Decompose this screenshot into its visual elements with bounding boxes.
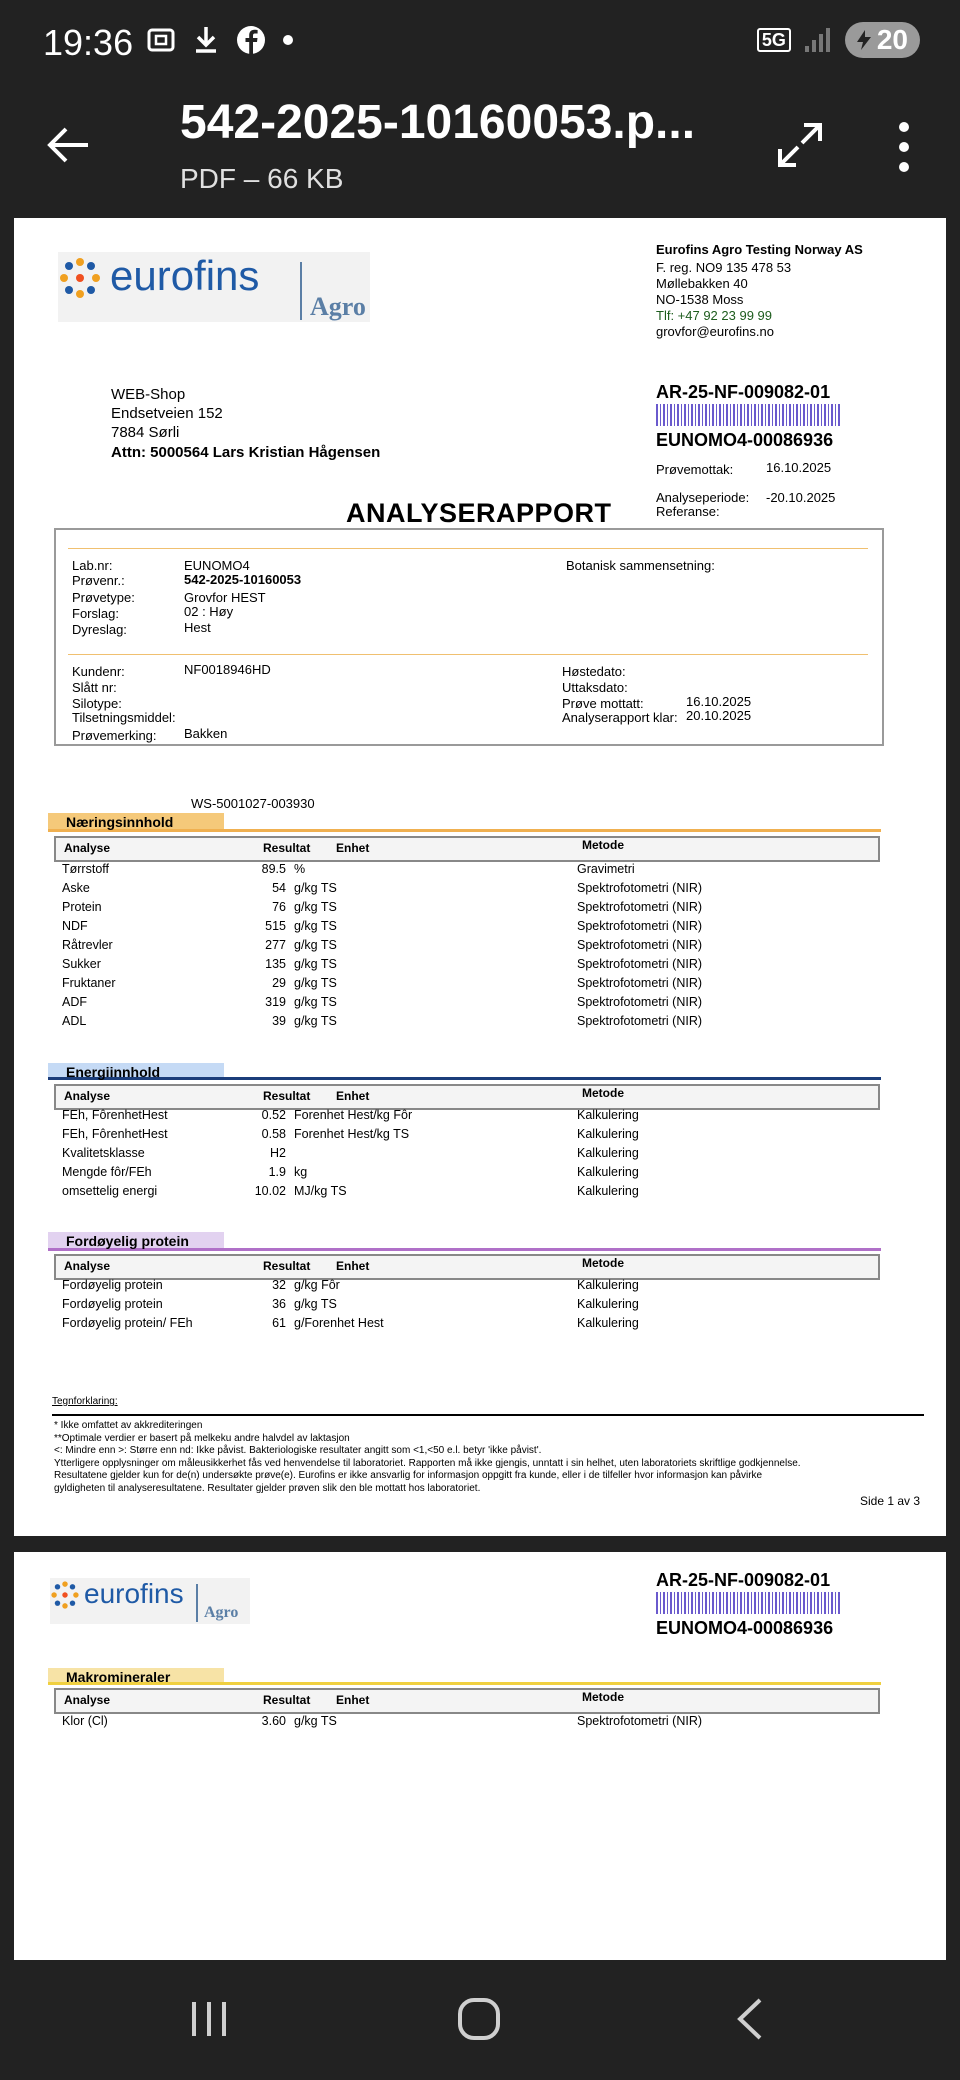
cell-enhet: Forenhet Hest/kg Fôr [294,1108,413,1122]
provetype-value: Grovfor HEST [184,590,266,605]
cell-analyse: Aske [62,881,90,895]
footnote-line: Resultatene gjelder kun for de(n) undersøkte prøve(e). Eurofins er ikke ansvarlig for informasjon oppgitt fra kunde, eller i de tilfeller hvor informasjon kan påvirke [54,1470,763,1481]
cell-resultat: 61 [272,1316,286,1330]
cell-enhet: g/kg TS [294,976,337,990]
cell-resultat: 1.9 [268,1165,286,1179]
cell-resultat: 89.5 [261,862,286,876]
table-header-makro [54,1688,880,1714]
cell-resultat: 0.52 [261,1108,286,1122]
col-resultat: Resultat [263,1259,311,1273]
logo-agro: Agro [204,1604,239,1621]
table-row [54,1278,876,1296]
cell-enhet: g/kg TS [294,919,337,933]
forslag-label: Forslag: [72,606,119,621]
back-arrow-icon[interactable] [40,115,100,175]
dyreslag-label: Dyreslag: [72,622,127,637]
table-row [54,1316,876,1334]
cell-analyse: ADF [62,995,87,1009]
cell-metode: Spektrofotometri (NIR) [577,957,703,971]
hostedato-label: Høstedato: [562,664,626,679]
status-time: 19:36 [43,22,134,63]
merking-label: Prøvemerking: [72,728,157,743]
sample-code: EUNOMO4-00086936 [656,1618,834,1638]
klar-label: Analyserapport klar: [562,710,678,725]
customer-postal: 7884 Sørli [111,424,180,441]
charging-icon [855,29,873,51]
company-name: Eurofins Agro Testing Norway AS [656,242,863,257]
cell-analyse: Fordøyelig protein [62,1278,163,1292]
company-street: Møllebakken 40 [656,276,748,291]
klar-value: 20.10.2025 [686,708,752,723]
cell-resultat: 135 [265,957,286,971]
cell-enhet: MJ/kg TS [294,1184,347,1198]
cell-analyse: Protein [62,900,102,914]
mottatt-value: 16.10.2025 [686,694,752,709]
col-analyse: Analyse [64,1259,111,1273]
forslag-value: 02 : Høy [184,604,234,619]
table-header-energi [54,1084,880,1110]
dot-icon [281,33,295,47]
cell-metode: Kalkulering [577,1297,639,1311]
section-title-makro: Makromineraler [66,1669,171,1685]
col-analyse: Analyse [64,841,111,855]
table-row [54,1297,876,1315]
section-line-makro [48,1682,881,1685]
cell-metode: Spektrofotometri (NIR) [577,938,703,952]
period-label: Analyseperiode: [656,490,750,505]
table-row [54,1184,876,1202]
signal-icon [803,26,833,54]
dyreslag-value: Hest [184,620,211,635]
eurofins-logo-small [50,1578,250,1624]
table-row [54,881,876,899]
info-divider-top [68,548,868,549]
network-5g-icon: 5G [757,28,791,52]
cell-enhet: g/kg TS [294,900,337,914]
company-email: grovfor@eurofins.no [656,324,774,339]
section-title-naering: Næringsinnhold [66,814,174,830]
cell-resultat: 39 [272,1014,286,1028]
col-enhet: Enhet [336,841,370,855]
expand-icon[interactable] [770,115,830,175]
company-phone: Tlf: +47 92 23 99 99 [656,308,773,323]
cell-resultat: 29 [272,976,286,990]
table-row [54,938,876,956]
ar-number: AR-25-NF-009082-01 [656,382,831,402]
silotype-label: Silotype: [72,696,122,711]
labnr-label: Lab.nr: [72,558,113,573]
col-metode: Metode [582,838,624,852]
cell-enhet: g/kg TS [294,1714,337,1728]
cell-resultat: 10.02 [254,1184,286,1198]
sample-info-box [54,528,884,746]
period-value: -20.10.2025 [766,490,836,505]
cell-metode: Spektrofotometri (NIR) [577,1014,703,1028]
cell-analyse: Fordøyelig protein/ FEh [62,1316,193,1330]
cell-resultat: 32 [272,1278,286,1292]
cell-resultat: 515 [265,919,286,933]
table-row [54,976,876,994]
footnote-line: * Ikke omfattet av akkrediteringen [54,1420,203,1431]
eurofins-dots-icon [50,1580,80,1610]
received-label: Prøvemottak: [656,462,734,477]
pdf-page-2 [14,1552,946,1960]
cell-resultat: 3.60 [261,1714,286,1728]
cell-metode: Gravimetri [577,862,635,876]
col-analyse: Analyse [64,1693,111,1707]
logo-text: eurofins [110,252,260,299]
botanisk-label: Botanisk sammensetning: [566,558,715,573]
cell-analyse: Råtrevler [62,938,113,952]
cell-enhet: g/kg TS [294,957,337,971]
table-row [54,900,876,918]
ws-code: WS-5001027-003930 [191,796,315,811]
cell-analyse: Tørrstoff [62,862,109,876]
cell-enhet: g/kg TS [294,1297,337,1311]
cell-resultat: 54 [272,881,286,895]
col-resultat: Resultat [263,1693,311,1707]
facebook-icon [235,24,267,56]
footnote-line: gyldigheten til analyseresultatene. Resultater gjelder prøven slik den ble mottatt hos laboratoriet. [54,1482,481,1494]
company-postal: NO-1538 Moss [656,292,744,307]
cell-enhet: g/kg TS [294,995,337,1009]
section-line-energi [48,1077,881,1080]
cell-analyse: Mengde fôr/FEh [62,1165,152,1179]
ar-number: AR-25-NF-009082-01 [656,1570,831,1590]
eurofins-logo [58,252,370,322]
cell-enhet: kg [294,1165,308,1179]
battery-indicator [845,22,920,58]
col-resultat: Resultat [263,841,311,855]
notification-icons [145,24,295,56]
kundenr-value: NF0018946HD [184,662,271,677]
table-row [54,1146,876,1164]
barcode [656,1592,840,1614]
cell-metode: Spektrofotometri (NIR) [577,1714,703,1728]
table-row [54,1108,876,1126]
col-analyse: Analyse [64,1089,111,1103]
col-enhet: Enhet [336,1259,370,1273]
cell-analyse: ADL [62,1014,87,1028]
table-row [54,1714,876,1732]
cell-resultat: 277 [265,938,286,952]
slatt-label: Slått nr: [72,680,117,695]
cell-metode: Kalkulering [577,1165,639,1179]
table-row [54,957,876,975]
provenr-label: Prøvenr.: [72,573,125,588]
footnote-line: **Optimale verdier er basert på melkeku andre halvdel av laktasjon [54,1432,350,1444]
pdf-page-1 [14,218,946,1536]
home-icon[interactable] [454,1994,504,2044]
customer-attn: Attn: 5000564 Lars Kristian Hågensen [111,444,381,461]
provenr-value: 542-2025-10160053 [184,572,302,587]
cell-metode: Kalkulering [577,1127,639,1141]
table-row [54,1127,876,1145]
cell-resultat: 319 [265,995,286,1009]
cell-enhet: % [294,862,306,876]
logo-divider [196,1584,198,1622]
section-title-energi: Energiinnhold [66,1064,161,1080]
cell-metode: Kalkulering [577,1146,639,1160]
cell-metode: Kalkulering [577,1278,639,1292]
table-row [54,995,876,1013]
back-nav-icon[interactable] [726,1994,776,2044]
cell-analyse: Klor (Cl) [62,1714,108,1728]
cell-metode: Kalkulering [577,1108,639,1122]
cell-metode: Kalkulering [577,1184,639,1198]
cell-metode: Spektrofotometri (NIR) [577,881,703,895]
logo-agro: Agro [310,292,366,321]
customer-name: WEB-Shop [111,386,186,403]
download-icon [191,24,221,56]
cell-resultat: 36 [272,1297,286,1311]
cell-analyse: Kvalitetsklasse [62,1146,145,1160]
kundenr-label: Kundenr: [72,664,125,679]
col-resultat: Resultat [263,1089,311,1103]
file-title: 542-2025-10160053.p... [180,96,696,149]
footnote-line: Ytterligere opplysninger om måleusikkerhet fås ved henvendelse til laboratoriet. Rapporten må ikke gjengis, unntatt i sin helhet, uten laboratoriets skriftlige godkjennelse. [54,1457,801,1469]
reference-label: Referanse: [656,504,720,519]
table-row [54,1165,876,1183]
cell-resultat: H2 [270,1146,286,1160]
cell-resultat: 76 [272,900,286,914]
more-options-icon[interactable] [880,117,928,177]
file-info: PDF – 66 KB [180,163,344,194]
mottatt-label: Prøve mottatt: [562,696,644,711]
page-number: Side 1 av 3 [860,1494,921,1508]
merking-value: Bakken [184,726,228,741]
app-bar [0,95,960,215]
cell-enhet: Forenhet Hest/kg TS [294,1127,410,1141]
col-metode: Metode [582,1086,624,1100]
col-enhet: Enhet [336,1089,370,1103]
cell-analyse: Sukker [62,957,101,971]
eurofins-dots-icon [58,256,102,300]
navigation-bar [0,1960,960,2080]
sample-code: EUNOMO4-00086936 [656,430,834,450]
barcode [656,404,840,426]
cell-resultat: 0.58 [261,1127,286,1141]
uttaksdato-label: Uttaksdato: [562,680,628,695]
cell-metode: Spektrofotometri (NIR) [577,900,703,914]
table-header-fordoyelig [54,1254,880,1280]
cell-enhet: g/kg TS [294,1014,337,1028]
col-metode: Metode [582,1690,624,1704]
cell-analyse: FEh, FôrenhetHest [62,1108,168,1122]
section-title-fordoyelig: Fordøyelig protein [66,1233,189,1249]
battery-level: 20 [876,24,908,55]
table-row [54,919,876,937]
footnote-line: <: Mindre enn >: Større enn nd: Ikke påvist. Bakteriologiske resultater angitt som <1,<50 e.l. betyr 'ikke påvist'. [54,1445,542,1456]
company-reg: F. reg. NO9 135 478 53 [656,260,792,275]
screenshot-icon [145,24,177,56]
provetype-label: Prøvetype: [72,590,135,605]
cell-metode: Spektrofotometri (NIR) [577,995,703,1009]
cell-metode: Spektrofotometri (NIR) [577,919,703,933]
cell-metode: Kalkulering [577,1316,639,1330]
col-metode: Metode [582,1256,624,1270]
cell-analyse: FEh, FôrenhetHest [62,1127,168,1141]
cell-enhet: g/kg Fôr [294,1278,340,1292]
col-enhet: Enhet [336,1693,370,1707]
recent-apps-icon[interactable] [184,1994,234,2044]
status-bar [0,0,960,95]
footnote-divider [52,1414,924,1416]
tilsetning-label: Tilsetningsmiddel: [72,710,176,725]
cell-metode: Spektrofotometri (NIR) [577,976,703,990]
logo-divider [300,262,302,320]
info-divider-mid [68,654,868,655]
labnr-value: EUNOMO4 [184,558,250,573]
cell-analyse: Fordøyelig protein [62,1297,163,1311]
cell-analyse: Fruktaner [62,976,116,990]
table-row [54,1014,876,1032]
cell-analyse: NDF [62,919,88,933]
received-value: 16.10.2025 [766,460,832,475]
logo-text: eurofins [84,1578,184,1609]
cell-enhet: g/kg TS [294,881,337,895]
table-row [54,862,876,880]
table-header-naering [54,836,880,862]
cell-enhet: g/kg TS [294,938,337,952]
report-title: ANALYSERAPPORT [346,498,612,528]
footnote-heading: Tegnforklaring: [52,1396,118,1407]
customer-street: Endsetveien 152 [111,405,223,422]
cell-enhet: g/Forenhet Hest [294,1316,384,1330]
cell-analyse: omsettelig energi [62,1184,158,1198]
